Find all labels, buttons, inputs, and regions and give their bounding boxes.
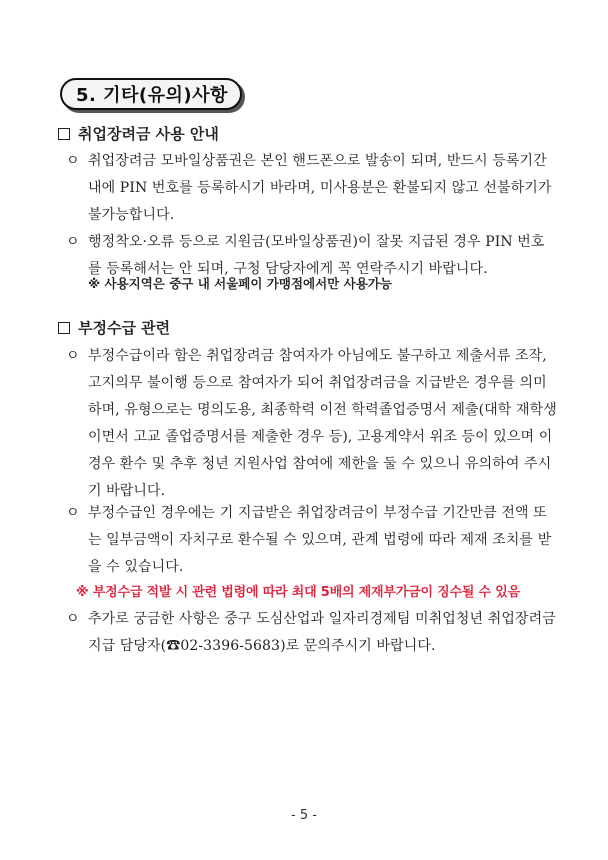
list-item-text: 부정수급이라 함은 취업장려금 참여자가 아님에도 불구하고 제출서류 조작, 고지의무 불이행 등으로 참여자가 되어 취업장려금을 지급받은 경우를 의미하며, 유형으로는 명의도용, 최종학력 이전 학력졸업증명서 제출(대학 재학생이면서 고교 졸업증명서를 제출한 경우 등), 고용계약서 위조 등이 있으며 이 경우 환수 및 추후 청년 지원사업 참여에 제한을 둘 수 있으니 유의하여 주시기 바랍니다. [88, 348, 557, 499]
checkbox-square-icon [58, 322, 70, 334]
subsection-fraud-label: 부정수급 관련 [78, 319, 171, 337]
section-heading: 5. 기타(유의)사항 [76, 85, 228, 106]
page-number: - 5 - [291, 808, 317, 823]
section-heading-box [60, 78, 242, 110]
list-item-text: 취업장려금 모바일상품권은 본인 핸드폰으로 발송이 되며, 반드시 등록기간 내에 PIN 번호를 등록하시기 바라며, 미사용분은 환불되지 않고 선불하기가 불가능합니다. [88, 153, 552, 223]
penalty-warning: ※ 부정수급 적발 시 관련 법령에 따라 최대 5배의 제재부가금이 징수될 수 있음 [76, 585, 520, 600]
usage-area-note: ※ 사용지역은 중구 내 서울페이 가맹점에서만 사용가능 [88, 276, 392, 291]
checkbox-square-icon [58, 128, 70, 140]
subsection-usage-label: 취업장려금 사용 안내 [78, 125, 219, 143]
list-item-text: 행정착오·오류 등으로 지원금(모바일상품권)이 잘못 지급된 경우 PIN 번호를 등록해서는 안 되며, 구청 담당자에게 꼭 연락주시기 바랍니다. [88, 234, 545, 277]
circle-bullet-icon: ㅇ [66, 153, 80, 169]
circle-bullet-icon: ㅇ [66, 348, 80, 364]
list-item [66, 343, 558, 505]
circle-bullet-icon: ㅇ [66, 505, 80, 521]
subsection-usage-title [58, 123, 219, 144]
list-item [66, 606, 558, 660]
circle-bullet-icon: ㅇ [66, 234, 80, 250]
contact-info-text: 추가로 궁금한 사항은 중구 도심산업과 일자리경제팀 미취업청년 취업장려금 지급 담당자(☎02-3396-5683)로 문의주시기 바랍니다. [88, 611, 556, 654]
subsection-fraud-title [58, 317, 170, 338]
list-item [66, 148, 558, 229]
list-item [66, 500, 558, 581]
circle-bullet-icon: ㅇ [66, 611, 80, 627]
list-item-text: 부정수급인 경우에는 기 지급받은 취업장려금이 부정수급 기간만큼 전액 또는 일부금액이 자치구로 환수될 수 있으며, 관계 법령에 따라 제재 조치를 받을 수 있습니다. [88, 505, 552, 575]
